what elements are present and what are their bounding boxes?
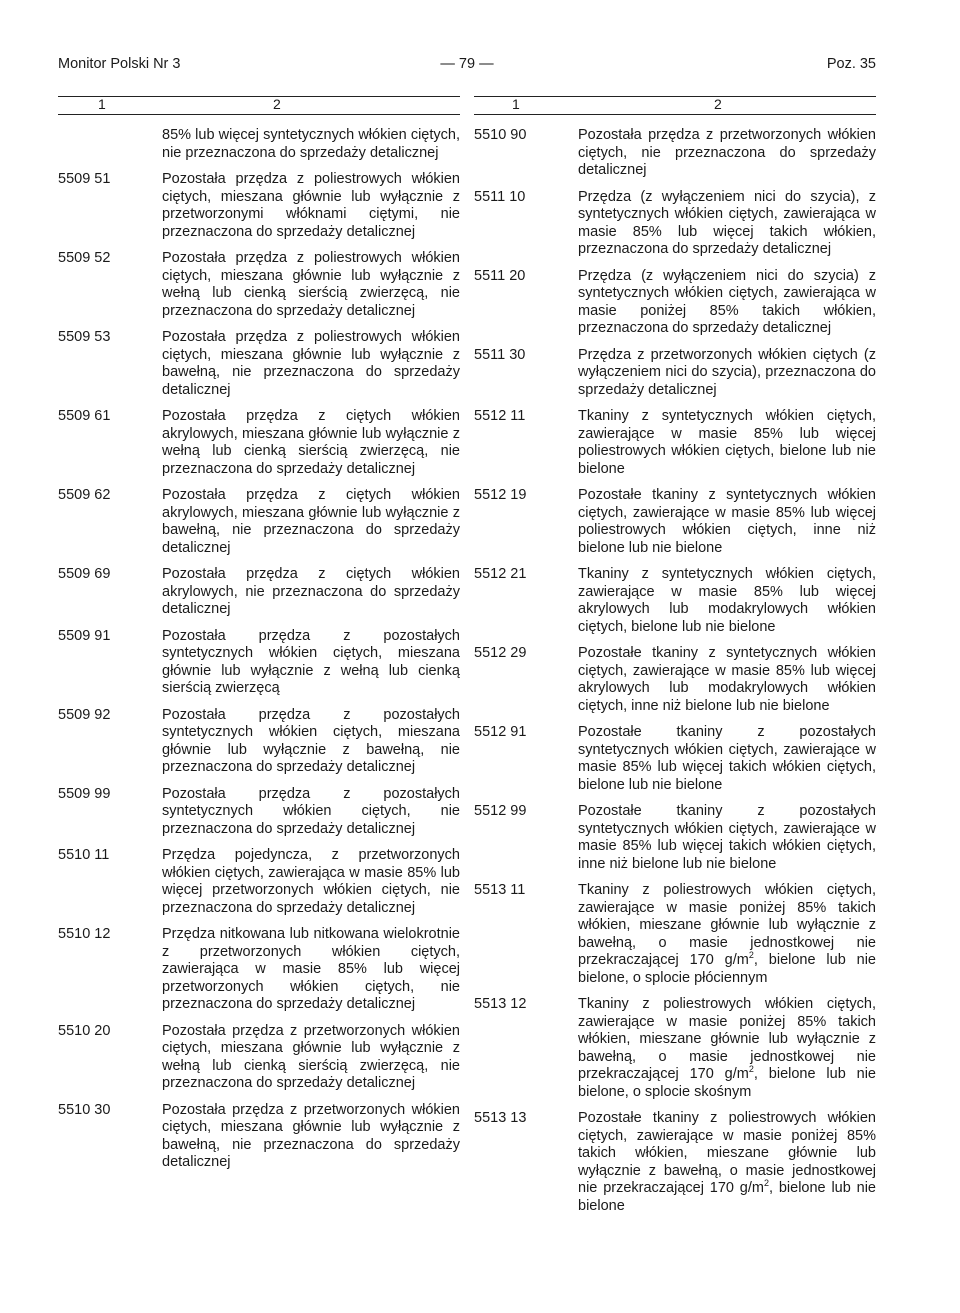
position-number: Poz. 35 (826, 56, 876, 72)
tariff-code: 5512 21 (474, 566, 527, 582)
table-row (58, 250, 460, 320)
right-table-body (474, 127, 876, 1215)
goods-description: Pozostałe tkaniny z pozostałych syntetycznych włókien ciętych, zawierające w masie 85% lub więcej takich włókien ciętych, inne niż bielone lub nie bielone (578, 803, 876, 872)
table-row (58, 1102, 460, 1172)
table-row (474, 189, 876, 259)
right-table-header (474, 96, 876, 115)
tariff-code: 5509 53 (58, 329, 111, 345)
tariff-code: 5512 19 (474, 487, 527, 503)
table-row (58, 566, 460, 619)
table-row (474, 996, 876, 1101)
tariff-code: 5512 29 (474, 645, 527, 661)
table-row (474, 645, 876, 715)
goods-description: Pozostała przędza z przetworzonych włókien ciętych, nie przeznaczona do sprzedaży detalicznej (578, 127, 876, 178)
goods-description: Pozostała przędza z poliestrowych włókien ciętych, mieszana głównie lub wyłącznie z bawełną, nie przeznaczona do sprzedaży detalicznej (162, 329, 460, 398)
table-row (474, 487, 876, 557)
description-text: , bielone lub nie bielone, o splocie płóciennym (578, 952, 876, 986)
goods-description: Przędza pojedyncza, z przetworzonych włókien ciętych, zawierająca w masie 85% lub więcej przetworzonych włókien ciętych, nie przeznaczona do sprzedaży detalicznej (162, 847, 460, 916)
goods-description: 85% lub więcej syntetycznych włókien ciętych, nie przeznaczona do sprzedaży detalicznej (162, 127, 460, 161)
tariff-code: 5509 62 (58, 487, 111, 503)
tariff-code: 5513 11 (474, 882, 526, 898)
table-row (58, 847, 460, 917)
tariff-code: 5511 30 (474, 346, 526, 363)
table-row (474, 882, 876, 987)
table-row (474, 566, 876, 636)
table-row (58, 127, 460, 162)
table-row (58, 628, 460, 698)
tariff-code: 5513 13 (474, 1110, 527, 1126)
goods-description: Przędza z przetworzonych włókien ciętych (z wyłączeniem nici do szycia), przeznaczona do sprzedaży detalicznej (578, 346, 876, 398)
table-row (474, 408, 876, 478)
description-text: Tkaniny z poliestrowych włókien ciętych, zawierające w masie poniżej 85% takich włókien, mieszane głównie lub wyłącznie z bawełną, o masie jednostkowej nie przekraczającej 170 g/m (578, 996, 876, 1082)
column-2-heading: 2 (273, 96, 281, 112)
tariff-code: 5509 51 (58, 171, 111, 187)
goods-description (578, 996, 876, 1101)
left-table-header (58, 96, 460, 115)
description-text: , bielone lub nie bielone (578, 1180, 876, 1214)
description-text: , bielone lub nie bielone, o splocie skośnym (578, 1066, 876, 1100)
goods-description: Pozostała przędza z pozostałych syntetycznych włókien ciętych, nie przeznaczona do sprzedaży detalicznej (162, 785, 460, 837)
tariff-code: 5511 10 (474, 188, 526, 205)
goods-description: Pozostałe tkaniny z pozostałych syntetycznych włókien ciętych, zawierające w masie 85% lub więcej takich włókien ciętych, bielone lub nie bielone (578, 724, 876, 793)
tariff-code: 5512 11 (474, 408, 526, 424)
goods-description (578, 882, 876, 987)
table-row (474, 724, 876, 794)
table-row (58, 707, 460, 777)
tariff-code: 5509 92 (58, 706, 111, 723)
tariff-code: 5511 20 (474, 267, 526, 284)
column-1-heading: 1 (512, 96, 520, 112)
goods-description: Pozostała przędza z poliestrowych włókien ciętych, mieszana głównie lub wyłącznie z przetworzonymi włóknami ciętymi, nie przeznaczona do sprzedaży detalicznej (162, 171, 460, 240)
table-row (474, 1110, 876, 1215)
table-row (474, 268, 876, 338)
tariff-code: 5510 90 (474, 127, 527, 143)
tariff-code: 5509 52 (58, 250, 111, 266)
page-number: — 79 — (440, 56, 494, 72)
table-row (58, 926, 460, 1014)
goods-description: Przędza nitkowana lub nitkowana wielokrotnie z przetworzonych włókien ciętych, zawierająca w masie 85% lub więcej przetworzonych włókien ciętych, nie przeznaczona do sprzedaży detalicznej (162, 926, 460, 1012)
goods-description: Pozostała przędza z przetworzonych włókien ciętych, mieszana głównie lub wyłącznie z wełną lub cienką sierścią zwierzęcą, nie przeznaczona do sprzedaży detalicznej (162, 1022, 460, 1091)
goods-description: Tkaniny z syntetycznych włókien ciętych, zawierające w masie 85% lub więcej akrylowych lub modakrylowych włókien ciętych, bielone lub nie bielone (578, 566, 876, 635)
tariff-code: 5509 99 (58, 785, 111, 802)
tariff-code: 5510 20 (58, 1022, 111, 1039)
table-row (474, 803, 876, 873)
table-row (58, 786, 460, 839)
tariff-code: 5510 11 (58, 847, 110, 863)
goods-description (578, 1110, 876, 1215)
goods-description: Pozostałe tkaniny z syntetycznych włókien ciętych, zawierające w masie 85% lub więcej poliestrowych włókien ciętych, inne niż bielone lub nie bielone (578, 487, 876, 556)
goods-description: Pozostała przędza z pozostałych syntetycznych włókien ciętych, mieszana głównie lub wyłącznie z bawełną, nie przeznaczona do sprzedaży detalicznej (162, 706, 460, 775)
goods-description: Pozostała przędza z poliestrowych włókien ciętych, mieszana głównie lub wyłącznie z wełną lub cienką sierścią zwierzęcą, nie przeznaczona do sprzedaży detalicznej (162, 250, 460, 319)
goods-description: Przędza (z wyłączeniem nici do szycia), z syntetycznych włókien ciętych, zawierająca w masie 85% lub więcej takich włókien, przeznaczona do sprzedaży detalicznej (578, 188, 876, 257)
tariff-code: 5509 91 (58, 627, 111, 644)
description-text: Pozostałe tkaniny z poliestrowych włókien ciętych, zawierające w masie poniżej 85% takich włókien, mieszane głównie lub wyłącznie z bawełną, o masie jednostkowej nie przekraczającej 170 g/m (578, 1110, 876, 1196)
unit-exponent: 2 (748, 1064, 754, 1075)
unit-exponent: 2 (763, 1178, 769, 1189)
goods-description: Pozostała przędza z przetworzonych włókien ciętych, mieszana głównie lub wyłącznie z bawełną, nie przeznaczona do sprzedaży detalicznej (162, 1101, 460, 1170)
goods-description: Pozostała przędza z pozostałych syntetycznych włókien ciętych, mieszana głównie lub wyłącznie z wełną lub cienką sierścią zwierzęcą (162, 627, 460, 696)
goods-description: Pozostałe tkaniny z syntetycznych włókien ciętych, zawierające w masie 85% lub więcej akrylowych lub modakrylowych włókien ciętych, inne niż bielone lub nie bielone (578, 645, 876, 714)
left-column (58, 96, 460, 1181)
table-row (58, 329, 460, 399)
column-1-heading: 1 (98, 96, 106, 112)
table-row (474, 127, 876, 180)
tariff-code: 5509 61 (58, 408, 111, 424)
table-row (58, 487, 460, 557)
page-header (58, 56, 876, 76)
goods-description: Pozostała przędza z ciętych włókien akrylowych, nie przeznaczona do sprzedaży detalicznej (162, 566, 460, 617)
left-table-body (58, 127, 460, 1172)
table-row (58, 171, 460, 241)
goods-description: Przędza (z wyłączeniem nici do szycia) z syntetycznych włókien ciętych, zawierająca w masie poniżej 85% takich włókien, przeznaczona do sprzedaży detalicznej (578, 267, 876, 336)
table-row (58, 408, 460, 478)
unit-exponent: 2 (748, 950, 754, 961)
right-column (474, 96, 876, 1224)
tariff-code: 5509 69 (58, 566, 111, 582)
tariff-code: 5512 91 (474, 724, 527, 740)
description-text: Tkaniny z poliestrowych włókien ciętych, zawierające w masie poniżej 85% takich włókien, mieszane głównie lub wyłącznie z bawełną, o masie jednostkowej nie przekraczającej 170 g/m (578, 882, 876, 968)
tariff-code: 5510 30 (58, 1101, 111, 1118)
tariff-code: 5513 12 (474, 996, 527, 1012)
column-2-heading: 2 (714, 96, 722, 112)
table-row (474, 347, 876, 400)
goods-description: Pozostała przędza z ciętych włókien akrylowych, mieszana głównie lub wyłącznie z wełną lub cienką sierścią zwierzęcą, nie przeznaczona do sprzedaży detalicznej (162, 408, 460, 477)
publication-title: Monitor Polski Nr 3 (58, 56, 181, 72)
goods-description: Pozostała przędza z ciętych włókien akrylowych, mieszana głównie lub wyłącznie z bawełną, nie przeznaczona do sprzedaży detalicznej (162, 487, 460, 556)
goods-description: Tkaniny z syntetycznych włókien ciętych, zawierające w masie 85% lub więcej poliestrowych włókien ciętych, bielone lub nie bielone (578, 408, 876, 477)
tariff-code: 5512 99 (474, 803, 527, 819)
tariff-code: 5510 12 (58, 926, 111, 942)
table-row (58, 1023, 460, 1093)
